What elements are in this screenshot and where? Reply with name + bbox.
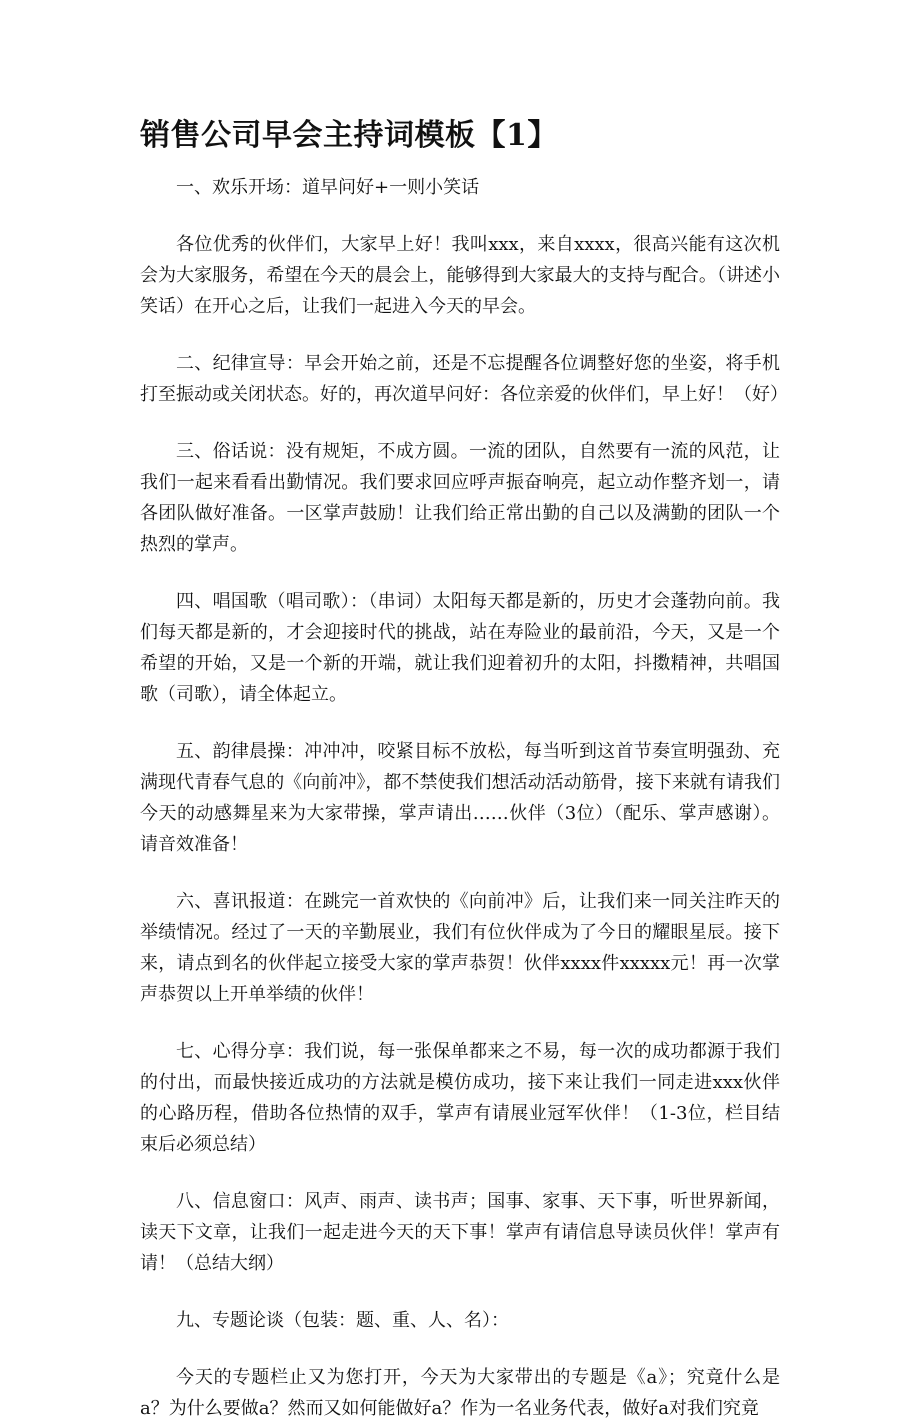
paragraph-sharing: 七、心得分享：我们说，每一张保单都来之不易，每一次的成功都源于我们的付出，而最快接近成功的方法就是模仿成功，接下来让我们一同走进xxx伙伴的心路历程，借助各位热情的双手，掌声有请展业冠军伙伴！（1-3位，栏目结束后必须总结）: [140, 1041, 780, 1155]
paragraph-opening-greeting: 各位优秀的伙伴们，大家早上好！我叫xxx，来自xxxx，很高兴能有这次机会为大家服务，希望在今天的晨会上，能够得到大家最大的支持与配合。（讲述小笑话）在开心之后，让我们一起进入今天的早会。: [140, 234, 780, 317]
page-title: 销售公司早会主持词模板【1】: [140, 118, 558, 153]
paragraph-exercise: 五、韵律晨操：冲冲冲，咬紧目标不放松，每当听到这首节奏宣明强劲、充满现代青春气息的《向前冲》，都不禁使我们想活动活动筋骨，接下来就有请我们今天的动感舞星来为大家带操，掌声请出……伙伴（3位）（配乐、掌声感谢）。请音效准备！: [140, 741, 780, 855]
paragraph-attendance: 三、俗话说：没有规矩，不成方圆。一流的团队，自然要有一流的风范，让我们一起来看看出勤情况。我们要求回应呼声振奋响亮，起立动作整齐划一，请各团队做好准备。一区掌声鼓励！让我们给正常出勤的自己以及满勤的团队一个热烈的掌声。: [140, 441, 780, 555]
paragraph-opening-heading: 一、欢乐开场：道早问好+一则小笑话: [176, 177, 480, 198]
document-body: [140, 172, 788, 1419]
paragraph-topic-heading: 九、专题论谈（包装：题、重、人、名）：: [176, 1310, 509, 1331]
paragraph-info-window: 八、信息窗口：风声、雨声、读书声；国事、家事、天下事，听世界新闻，读天下文章，让我们一起走进今天的天下事！掌声有请信息导读员伙伴！掌声有请！（总结大纲）: [140, 1191, 780, 1274]
paragraph-good-news: 六、喜讯报道：在跳完一首欢快的《向前冲》后，让我们来一同关注昨天的举绩情况。经过了一天的辛勤展业，我们有位伙伴成为了今日的耀眼星辰。接下来，请点到名的伙伴起立接受大家的掌声恭贺！伙伴xxxx件xxxxx元！再一次掌声恭贺以上开单举绩的伙伴！: [140, 891, 780, 1005]
paragraph-anthem: 四、唱国歌（唱司歌）：（串词）太阳每天都是新的，历史才会蓬勃向前。我们每天都是新的，才会迎接时代的挑战，站在寿险业的最前沿，今天，又是一个希望的开始，又是一个新的开端，就让我们迎着初升的太阳，抖擞精神，共唱国歌（司歌），请全体起立。: [140, 591, 780, 705]
paragraph-topic-body: 今天的专题栏止又为您打开，今天为大家带出的专题是《a》；究竟什么是a？为什么要做a？然而又如何能做好a？作为一名业务代表，做好a对我们究竟: [140, 1367, 780, 1419]
paragraph-discipline: 二、纪律宣导：早会开始之前，还是不忘提醒各位调整好您的坐姿，将手机打至振动或关闭状态。好的，再次道早问好：各位亲爱的伙伴们，早上好！（好）: [140, 353, 788, 405]
